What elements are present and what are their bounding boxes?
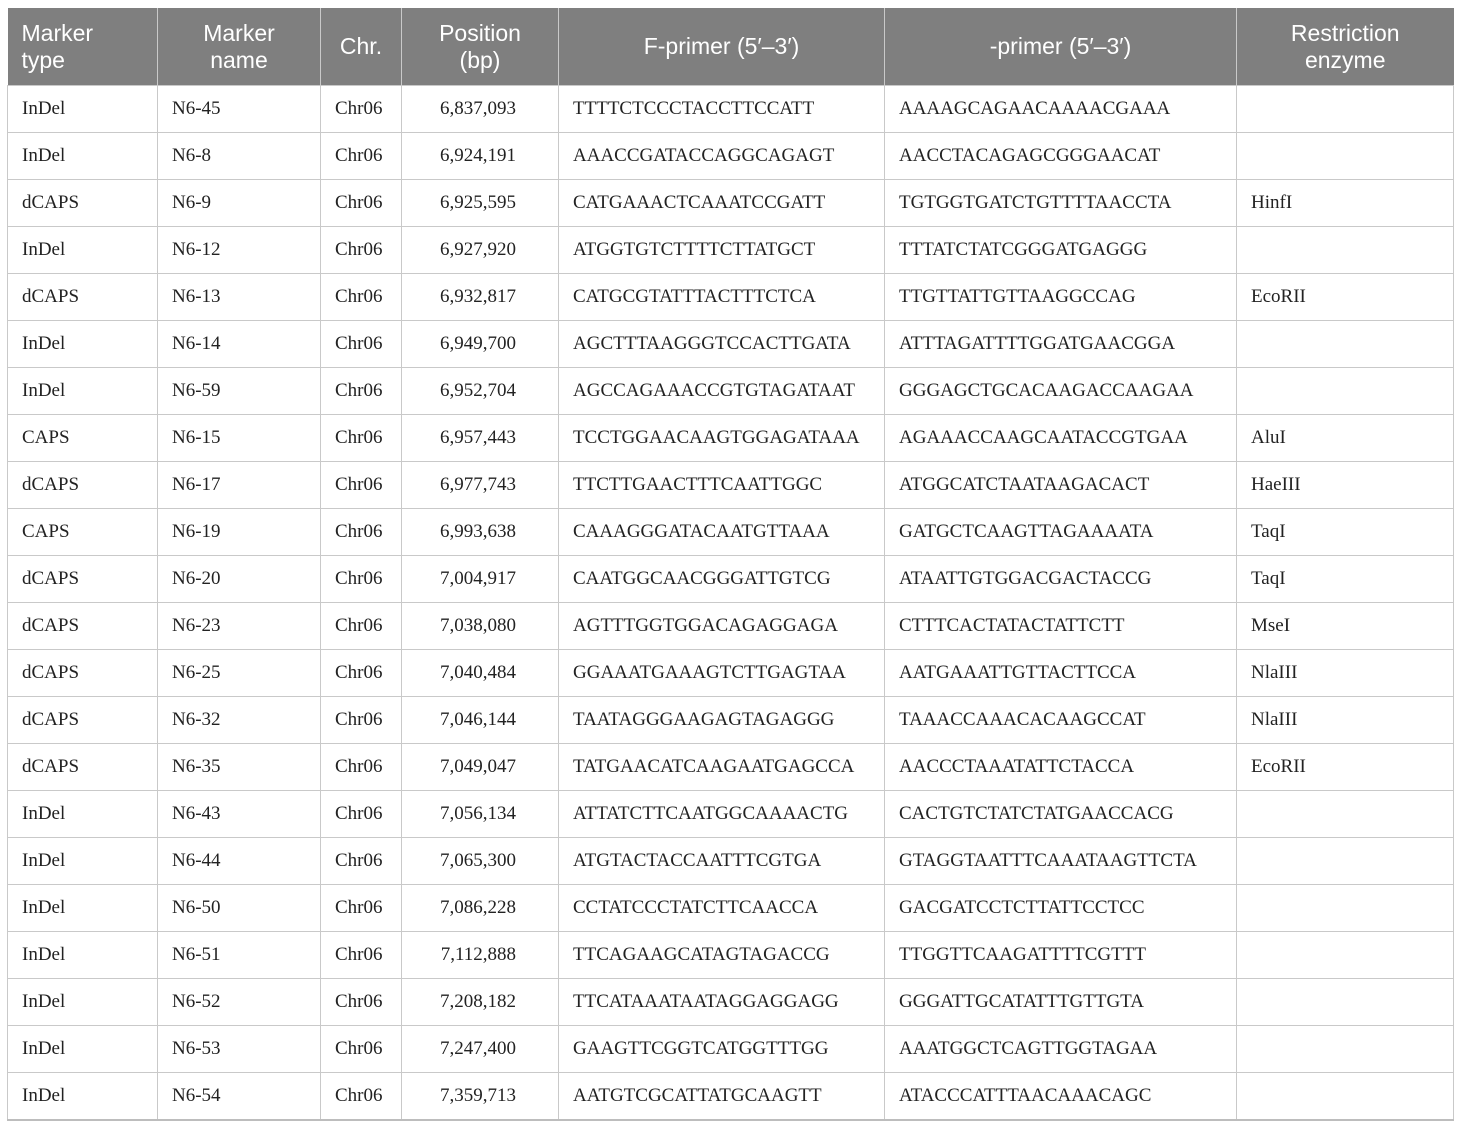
cell-f-primer: GAAGTTCGGTCATGGTTTGG [559, 1026, 885, 1073]
cell-r-primer: GTAGGTAATTTCAAATAAGTTCTA [885, 838, 1237, 885]
cell-f-primer: TATGAACATCAAGAATGAGCCA [559, 744, 885, 791]
cell-r-primer: TTGTTATTGTTAAGGCCAG [885, 274, 1237, 321]
cell-position: 7,112,888 [402, 932, 559, 979]
cell-f-primer: CCTATCCCTATCTTCAACCA [559, 885, 885, 932]
cell-position: 6,924,191 [402, 133, 559, 180]
cell-position: 6,925,595 [402, 180, 559, 227]
table-row [8, 744, 1454, 791]
cell-chromosome: Chr06 [321, 133, 402, 180]
cell-r-primer: AAATGGCTCAGTTGGTAGAA [885, 1026, 1237, 1073]
cell-marker-type: dCAPS [8, 180, 158, 227]
cell-f-primer: AGTTTGGTGGACAGAGGAGA [559, 603, 885, 650]
table-row [8, 321, 1454, 368]
cell-r-primer: AATGAAATTGTTACTTCCA [885, 650, 1237, 697]
cell-r-primer: TTTATCTATCGGGATGAGGG [885, 227, 1237, 274]
cell-chromosome: Chr06 [321, 1073, 402, 1121]
cell-marker-name: N6-50 [158, 885, 321, 932]
cell-position: 6,952,704 [402, 368, 559, 415]
cell-f-primer: TCCTGGAACAAGTGGAGATAAA [559, 415, 885, 462]
cell-marker-name: N6-51 [158, 932, 321, 979]
cell-f-primer: TTCAGAAGCATAGTAGACCG [559, 932, 885, 979]
header-row [8, 8, 1454, 86]
cell-r-primer: AAAAGCAGAACAAAACGAAA [885, 86, 1237, 133]
cell-restriction-enzyme [1237, 321, 1454, 368]
cell-chromosome: Chr06 [321, 415, 402, 462]
table-row [8, 603, 1454, 650]
cell-marker-type: InDel [8, 838, 158, 885]
table-row [8, 1026, 1454, 1073]
cell-r-primer: GATGCTCAAGTTAGAAAATA [885, 509, 1237, 556]
cell-r-primer: CACTGTCTATCTATGAACCACG [885, 791, 1237, 838]
cell-chromosome: Chr06 [321, 86, 402, 133]
table-header [8, 8, 1454, 86]
cell-chromosome: Chr06 [321, 744, 402, 791]
header-marker-name: Marker name [158, 8, 321, 86]
table-row [8, 885, 1454, 932]
cell-marker-name: N6-15 [158, 415, 321, 462]
cell-marker-name: N6-12 [158, 227, 321, 274]
cell-restriction-enzyme: NlaIII [1237, 697, 1454, 744]
cell-f-primer: TAATAGGGAAGAGTAGAGGG [559, 697, 885, 744]
cell-f-primer: AAACCGATACCAGGCAGAGT [559, 133, 885, 180]
cell-marker-name: N6-8 [158, 133, 321, 180]
cell-position: 6,932,817 [402, 274, 559, 321]
cell-chromosome: Chr06 [321, 838, 402, 885]
cell-marker-type: InDel [8, 86, 158, 133]
cell-restriction-enzyme: AluI [1237, 415, 1454, 462]
cell-f-primer: AGCCAGAAACCGTGTAGATAAT [559, 368, 885, 415]
cell-position: 7,065,300 [402, 838, 559, 885]
cell-chromosome: Chr06 [321, 932, 402, 979]
table-row [8, 1073, 1454, 1121]
cell-restriction-enzyme [1237, 227, 1454, 274]
cell-r-primer: AACCCTAAATATTCTACCA [885, 744, 1237, 791]
cell-marker-name: N6-17 [158, 462, 321, 509]
cell-marker-name: N6-43 [158, 791, 321, 838]
cell-restriction-enzyme [1237, 133, 1454, 180]
cell-marker-type: dCAPS [8, 603, 158, 650]
cell-restriction-enzyme: HinfI [1237, 180, 1454, 227]
cell-position: 7,049,047 [402, 744, 559, 791]
table-row [8, 368, 1454, 415]
cell-marker-type: InDel [8, 791, 158, 838]
cell-r-primer: TTGGTTCAAGATTTTCGTTT [885, 932, 1237, 979]
cell-position: 7,040,484 [402, 650, 559, 697]
cell-chromosome: Chr06 [321, 1026, 402, 1073]
cell-marker-name: N6-59 [158, 368, 321, 415]
cell-marker-name: N6-35 [158, 744, 321, 791]
cell-marker-type: dCAPS [8, 462, 158, 509]
cell-restriction-enzyme [1237, 1073, 1454, 1121]
cell-position: 6,957,443 [402, 415, 559, 462]
table-row [8, 133, 1454, 180]
cell-r-primer: TAAACCAAACACAAGCCAT [885, 697, 1237, 744]
cell-restriction-enzyme: EcoRII [1237, 744, 1454, 791]
cell-marker-type: dCAPS [8, 556, 158, 603]
cell-restriction-enzyme [1237, 838, 1454, 885]
cell-f-primer: TTCTTGAACTTTCAATTGGC [559, 462, 885, 509]
cell-restriction-enzyme: HaeIII [1237, 462, 1454, 509]
cell-restriction-enzyme [1237, 979, 1454, 1026]
cell-r-primer: AGAAACCAAGCAATACCGTGAA [885, 415, 1237, 462]
cell-restriction-enzyme: MseI [1237, 603, 1454, 650]
header-position: Position (bp) [402, 8, 559, 86]
header-chromosome: Chr. [321, 8, 402, 86]
cell-marker-name: N6-53 [158, 1026, 321, 1073]
cell-f-primer: GGAAATGAAAGTCTTGAGTAA [559, 650, 885, 697]
cell-marker-name: N6-45 [158, 86, 321, 133]
cell-chromosome: Chr06 [321, 603, 402, 650]
cell-marker-type: InDel [8, 227, 158, 274]
cell-marker-type: InDel [8, 885, 158, 932]
cell-r-primer: ATTTAGATTTTGGATGAACGGA [885, 321, 1237, 368]
cell-marker-type: InDel [8, 932, 158, 979]
cell-marker-type: InDel [8, 979, 158, 1026]
cell-position: 7,056,134 [402, 791, 559, 838]
cell-chromosome: Chr06 [321, 885, 402, 932]
cell-marker-type: dCAPS [8, 744, 158, 791]
table-row [8, 462, 1454, 509]
cell-f-primer: AGCTTTAAGGGTCCACTTGATA [559, 321, 885, 368]
cell-chromosome: Chr06 [321, 509, 402, 556]
cell-marker-type: InDel [8, 1026, 158, 1073]
cell-chromosome: Chr06 [321, 791, 402, 838]
table-row [8, 227, 1454, 274]
cell-marker-name: N6-44 [158, 838, 321, 885]
table-row [8, 791, 1454, 838]
cell-f-primer: TTTTCTCCCTACCTTCCATT [559, 86, 885, 133]
cell-position: 7,208,182 [402, 979, 559, 1026]
cell-restriction-enzyme: TaqI [1237, 509, 1454, 556]
cell-restriction-enzyme [1237, 932, 1454, 979]
cell-r-primer: GGGATTGCATATTTGTTGTA [885, 979, 1237, 1026]
cell-position: 6,927,920 [402, 227, 559, 274]
cell-f-primer: TTCATAAATAATAGGAGGAGG [559, 979, 885, 1026]
cell-chromosome: Chr06 [321, 556, 402, 603]
header-f-primer: F-primer (5′–3′) [559, 8, 885, 86]
table-row [8, 838, 1454, 885]
cell-restriction-enzyme [1237, 885, 1454, 932]
cell-marker-name: N6-20 [158, 556, 321, 603]
cell-r-primer: GACGATCCTCTTATTCCTCC [885, 885, 1237, 932]
cell-restriction-enzyme [1237, 86, 1454, 133]
table-row [8, 697, 1454, 744]
cell-restriction-enzyme: TaqI [1237, 556, 1454, 603]
cell-marker-name: N6-54 [158, 1073, 321, 1121]
table-row [8, 556, 1454, 603]
cell-restriction-enzyme [1237, 1026, 1454, 1073]
cell-f-primer: CATGAAACTCAAATCCGATT [559, 180, 885, 227]
table-row [8, 979, 1454, 1026]
cell-f-primer: ATGTACTACCAATTTCGTGA [559, 838, 885, 885]
cell-f-primer: CAATGGCAACGGGATTGTCG [559, 556, 885, 603]
cell-r-primer: CTTTCACTATACTATTCTT [885, 603, 1237, 650]
cell-marker-name: N6-9 [158, 180, 321, 227]
cell-position: 7,086,228 [402, 885, 559, 932]
cell-marker-type: dCAPS [8, 274, 158, 321]
cell-position: 7,038,080 [402, 603, 559, 650]
cell-position: 7,046,144 [402, 697, 559, 744]
cell-marker-name: N6-25 [158, 650, 321, 697]
cell-r-primer: TGTGGTGATCTGTTTTAACCTA [885, 180, 1237, 227]
cell-position: 6,837,093 [402, 86, 559, 133]
cell-chromosome: Chr06 [321, 180, 402, 227]
cell-marker-type: InDel [8, 368, 158, 415]
cell-marker-type: CAPS [8, 509, 158, 556]
marker-primer-table [7, 8, 1454, 1121]
cell-position: 6,949,700 [402, 321, 559, 368]
cell-position: 7,004,917 [402, 556, 559, 603]
table-row [8, 86, 1454, 133]
cell-chromosome: Chr06 [321, 462, 402, 509]
cell-restriction-enzyme [1237, 791, 1454, 838]
cell-f-primer: CATGCGTATTTACTTTCTCA [559, 274, 885, 321]
cell-marker-type: CAPS [8, 415, 158, 462]
cell-f-primer: CAAAGGGATACAATGTTAAA [559, 509, 885, 556]
cell-r-primer: ATACCCATTTAACAAACAGC [885, 1073, 1237, 1121]
table-row [8, 274, 1454, 321]
cell-r-primer: ATGGCATCTAATAAGACACT [885, 462, 1237, 509]
cell-position: 6,993,638 [402, 509, 559, 556]
cell-position: 7,247,400 [402, 1026, 559, 1073]
cell-r-primer: AACCTACAGAGCGGGAACAT [885, 133, 1237, 180]
table-row [8, 180, 1454, 227]
cell-chromosome: Chr06 [321, 697, 402, 744]
table-row [8, 650, 1454, 697]
header-restriction-enzyme: Restriction enzyme [1237, 8, 1454, 86]
table-row [8, 932, 1454, 979]
cell-marker-name: N6-32 [158, 697, 321, 744]
cell-marker-type: InDel [8, 133, 158, 180]
cell-marker-name: N6-23 [158, 603, 321, 650]
cell-position: 7,359,713 [402, 1073, 559, 1121]
cell-marker-type: dCAPS [8, 697, 158, 744]
cell-marker-type: InDel [8, 321, 158, 368]
cell-marker-type: InDel [8, 1073, 158, 1121]
cell-marker-name: N6-52 [158, 979, 321, 1026]
cell-f-primer: ATGGTGTCTTTTCTTATGCT [559, 227, 885, 274]
header-r-primer: -primer (5′–3′) [885, 8, 1237, 86]
cell-chromosome: Chr06 [321, 321, 402, 368]
cell-marker-type: dCAPS [8, 650, 158, 697]
cell-restriction-enzyme: EcoRII [1237, 274, 1454, 321]
cell-chromosome: Chr06 [321, 979, 402, 1026]
cell-chromosome: Chr06 [321, 274, 402, 321]
cell-r-primer: GGGAGCTGCACAAGACCAAGAA [885, 368, 1237, 415]
cell-restriction-enzyme: NlaIII [1237, 650, 1454, 697]
cell-chromosome: Chr06 [321, 227, 402, 274]
cell-position: 6,977,743 [402, 462, 559, 509]
cell-marker-name: N6-19 [158, 509, 321, 556]
cell-f-primer: AATGTCGCATTATGCAAGTT [559, 1073, 885, 1121]
cell-marker-name: N6-14 [158, 321, 321, 368]
cell-f-primer: ATTATCTTCAATGGCAAAACTG [559, 791, 885, 838]
cell-marker-name: N6-13 [158, 274, 321, 321]
cell-r-primer: ATAATTGTGGACGACTACCG [885, 556, 1237, 603]
cell-chromosome: Chr06 [321, 368, 402, 415]
cell-restriction-enzyme [1237, 368, 1454, 415]
table-row [8, 509, 1454, 556]
header-marker-type: Marker type [8, 8, 158, 86]
table-body [8, 86, 1454, 1121]
cell-chromosome: Chr06 [321, 650, 402, 697]
table-row [8, 415, 1454, 462]
